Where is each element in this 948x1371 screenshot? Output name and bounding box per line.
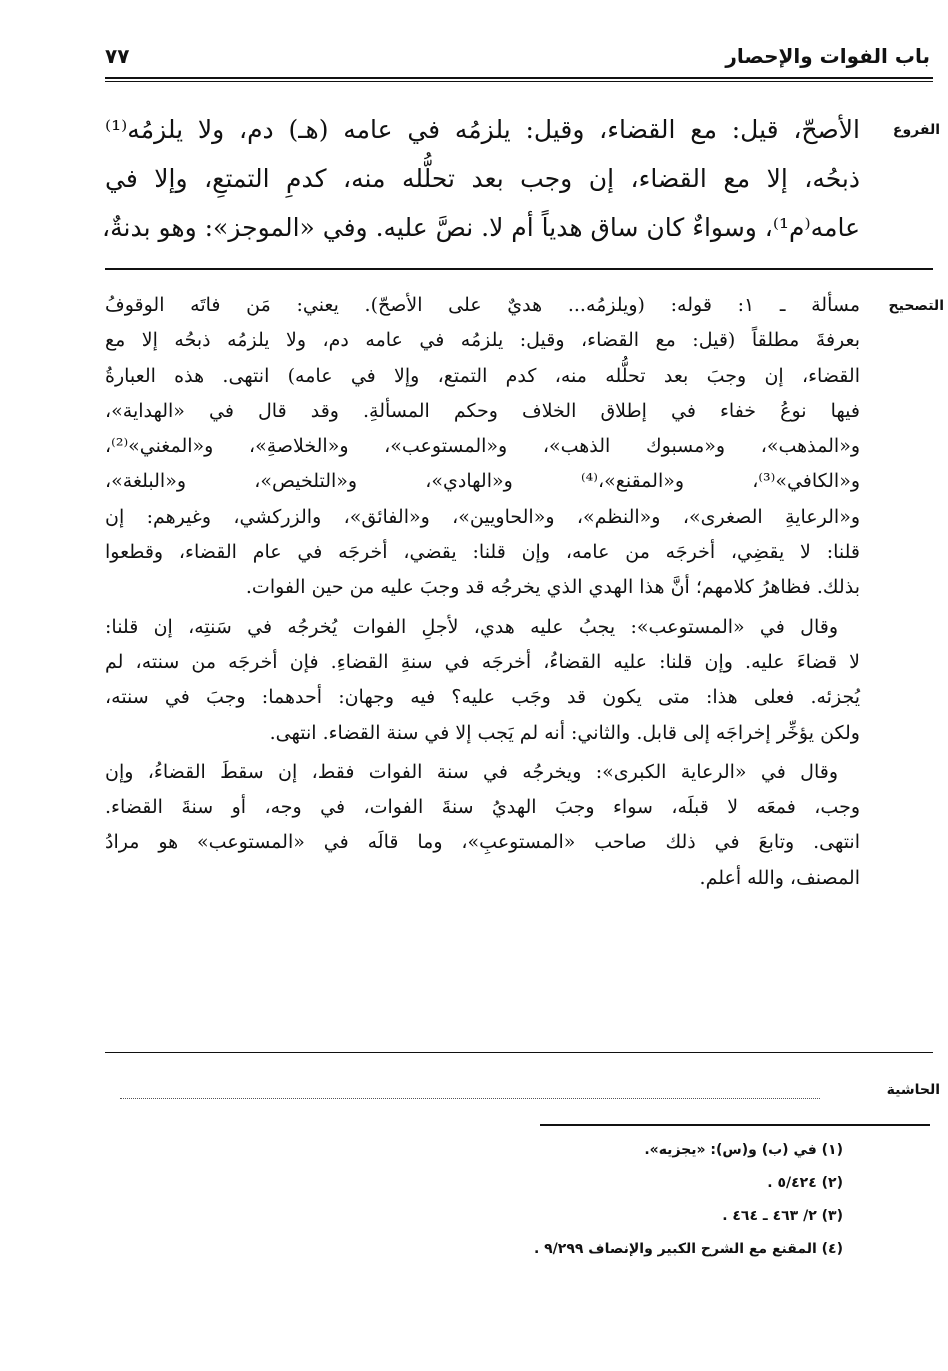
text-line: الأصحّ، قيل: مع القضاء، وقيل: يلزمُه في عامه (هـ) دم، ولا يلزمُه⁽¹⁾ [105, 115, 860, 144]
tashih-section [105, 288, 860, 900]
section-rule [105, 1052, 933, 1053]
paragraph [105, 610, 860, 751]
text-line: انتهى. وتابعَ في ذلك صاحب «المستوعبِ»، وما قالَه في «المستوعب» هو مرادُ [105, 831, 860, 854]
footnote: (٤) المقنع مع الشرح الكبير والإنصاف ٩/٢٩٩ . [533, 1241, 843, 1257]
text-line: بعرفةَ مطلقاً (قيل: مع القضاء، وقيل: يلزمُه في عامه دم، ولا يلزمُه ذبحُه إلا مع [105, 329, 860, 352]
running-header-title: باب الفوات والإحصار [725, 44, 930, 68]
text-line: وقال في «المستوعب»: يجبُ عليه هدي، لأجلِ الفوات يُخرجُه في سَنتِه، إن قلنا: [105, 615, 838, 638]
furu-label: الفروع [892, 122, 940, 138]
text-line: بذلك. فظاهرُ كلامهم؛ أنَّ هذا الهدي الذي يخرجُه قد وجبَ عليه من حين الفوات. [245, 576, 860, 599]
text-line: ذبحُه، إلا مع القضاء، إن وجب بعد تحلُّله منه، كدمِ التمتعِ، وإلا في [105, 164, 860, 193]
paragraph [105, 755, 860, 896]
tashih-label: التصحيح [888, 298, 944, 314]
footnote: (١) في (ب) و(س): «يجزيه». [644, 1142, 843, 1158]
text-line: و«المذهب»، و«مسبوك الذهب»، و«المستوعب»، و«الخلاصةِ»، و«المغني»⁽²⁾، [105, 435, 860, 458]
text-line: يُجزئه. فعلى هذا: متى يكون قد وجَب عليه؟ فيه وجهان: أحدهما: وجبَ في سنته، [105, 686, 860, 709]
text-line: عامه⁽م¹⁾، وسواءٌ كان ساق هدياً أم لا. نصَّ عليه. وفي «الموجز»: وهو بدنةٌ، [102, 213, 860, 242]
footnote-rule [540, 1124, 930, 1126]
text-line: القضاء، إن وجبَ بعد تحلُّله منه، كدم التمتع، وإلا في عامه) انتهى. هذه العبارةُ [105, 364, 860, 387]
text-line: لا قضاءَ عليه. وإن قلنا: عليه القضاءُ، أخرجَه في سنةِ القضاءِ. فإن أخرجَه من سنته، لم [105, 650, 860, 673]
page-number: ٧٧ [105, 44, 130, 68]
text-line: قلنا: لا يقضِي، أخرجَه من عامه، وإن قلنا: يقضي، أخرجَه في عام القضاء، وقطعوا [105, 541, 860, 564]
text-line: و«الرعايةِ الصغرى»، و«النظم»، و«الحاويين»، و«الفائق»، والزركشي، وغيرهم: إن [105, 505, 860, 528]
text-line: ولكن يؤخِّر إخراجَه إلى قابل. والثاني: أنه لم يَجب إلا في سنة القضاء. انتهى. [269, 721, 860, 744]
section-rule [105, 268, 933, 270]
text-line: مسألة ـ ١: قوله: (ويلزمُه... هديٌ على الأصحّ). يعني: مَن فاتَه الوقوفُ [105, 294, 860, 316]
text-line: فيها نوعُ خفاء في إطلاق الخلاف وحكم المسألةِ. وقد قال في «الهداية»، [105, 399, 860, 422]
text-line: المصنف، والله أعلم. [699, 866, 860, 889]
text-line: و«الكافي»⁽³⁾، و«المقنع»،⁽⁴⁾ و«الهادي»، و«التلخيص»، و«البلغة»، [105, 470, 861, 493]
text-line: وقال في «الرعاية الكبرى»: ويخرجُه في سنة الفوات فقط، إن سقطَ القضاءُ، وإن [105, 760, 838, 783]
footnote: (٣) ٢/ ٤٦٣ ـ ٤٦٤ . [722, 1208, 843, 1224]
dotted-rule [120, 1098, 820, 1099]
hashiya-label: الحاشية [886, 1082, 940, 1098]
footnote: (٢) ٥/٤٢٤ . [767, 1175, 843, 1191]
text-line: وجب، فمعَه لا قبلَه، سواء وجبَ الهديُ سنةَ الفوات، في وجه، أو سنةَ القضاء. [105, 796, 860, 819]
paragraph [105, 288, 860, 606]
furu-section [102, 105, 860, 252]
header-rule [105, 77, 933, 82]
